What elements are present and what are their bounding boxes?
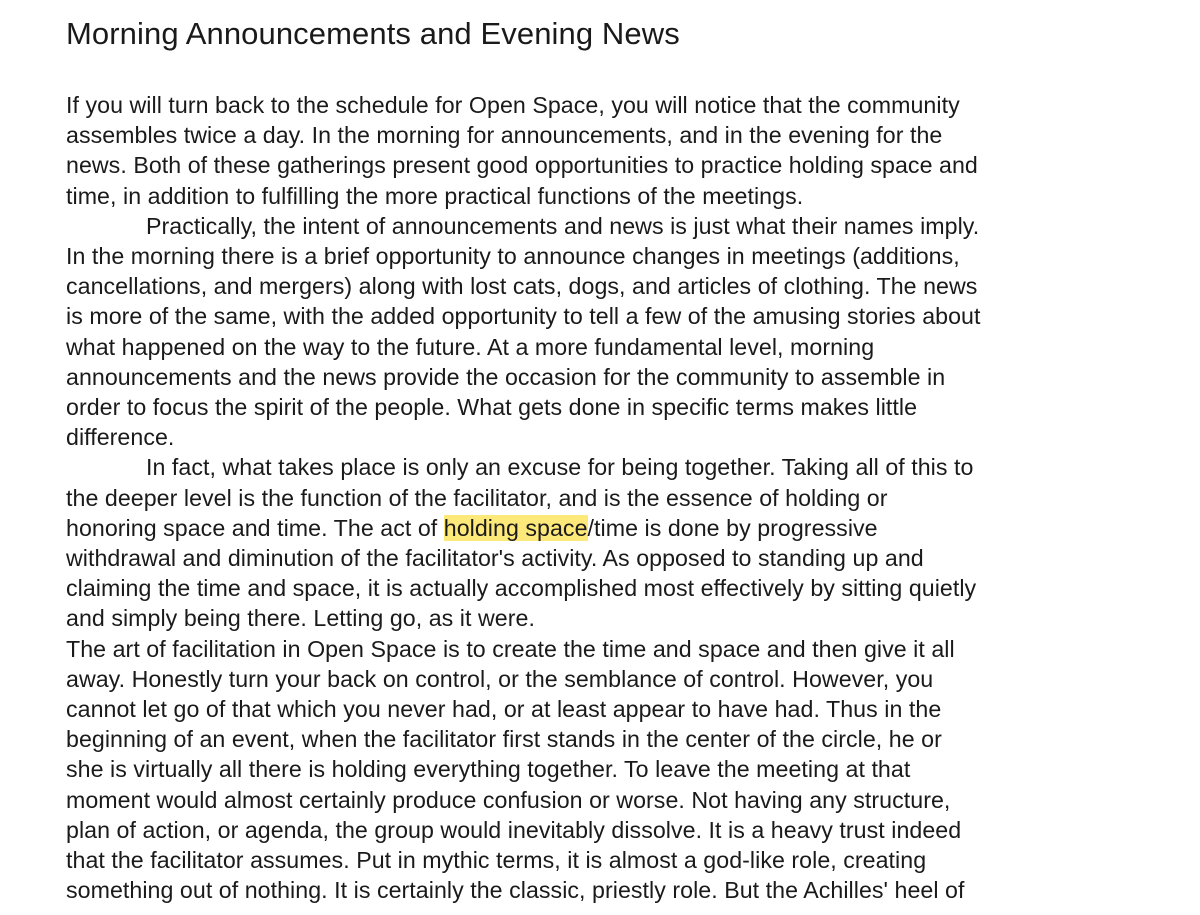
text-segment: what happened on the way to the future. At a more fundamental level, morning [66,333,875,360]
document-title: Morning Announcements and Evening News [66,16,680,51]
text-line [66,271,1176,301]
text-line [66,815,1176,845]
text-segment: withdrawal and diminution of the facilitator's activity. As opposed to standing up and [66,545,924,572]
text-segment: In fact, what takes place is only an excuse for being together. Taking all of this to [146,454,974,481]
text-line [66,301,1176,331]
text-line [66,241,1176,271]
text-segment: she is virtually all there is holding everything together. To leave the meeting at that [66,756,911,783]
text-segment: Practically, the intent of announcements and news is just what their names imply. [146,212,980,239]
text-line [66,513,1176,543]
text-line [66,362,1176,392]
text-segment: If you will turn back to the schedule for Open Space, you will notice that the community [66,92,960,118]
text-line [66,90,1176,120]
text-line [66,694,1176,724]
text-line [66,332,1176,362]
text-line [66,452,1176,482]
text-line [66,634,1176,664]
text-line [66,181,1176,211]
text-line [66,875,1176,905]
text-segment: /time is done by progressive [587,514,878,541]
text-segment: The art of facilitation in Open Space is to create the time and space and then give it all [66,635,955,662]
highlighted-text[interactable]: holding space [443,514,588,541]
text-line [66,724,1176,754]
text-line [66,603,1176,633]
text-segment: cancellations, and mergers) along with lost cats, dogs, and articles of clothing. The news [66,273,978,300]
text-segment: away. Honestly turn your back on control, or the semblance of control. However, you [66,665,934,692]
text-segment: plan of action, or agenda, the group would inevitably dissolve. It is a heavy trust indeed [66,816,962,843]
text-line [66,392,1176,422]
text-segment: announcements and the news provide the occasion for the community to assemble in [66,363,946,390]
document-body [66,90,1176,905]
text-segment: assembles twice a day. In the morning for announcements, and in the evening for the [66,122,943,149]
text-segment: cannot let go of that which you never had, or at least appear to have had. Thus in the [66,696,942,723]
text-line [66,422,1176,452]
text-segment: the deeper level is the function of the facilitator, and is the essence of holding or [66,484,888,511]
text-line [66,483,1176,513]
text-line [66,120,1176,150]
text-segment: time, in addition to fulfilling the more practical functions of the meetings. [66,182,804,209]
text-segment: something out of nothing. It is certainly the classic, priestly role. But the Achilles' heel of [66,877,965,904]
text-segment: order to focus the spirit of the people. What gets done in specific terms makes little [66,394,918,421]
text-line [66,785,1176,815]
text-line [66,573,1176,603]
text-segment: beginning of an event, when the facilitator first stands in the center of the circle, he or [66,726,942,753]
text-line [66,211,1176,241]
document-page [66,14,1176,905]
text-segment: news. Both of these gatherings present good opportunities to practice holding space and [66,152,978,179]
text-line [66,845,1176,875]
text-line [66,754,1176,784]
text-segment: claiming the time and space, it is actually accomplished most effectively by sitting quietly [66,575,977,602]
text-line [66,543,1176,573]
text-segment: is more of the same, with the added opportunity to tell a few of the amusing stories about [66,303,981,330]
text-segment: In the morning there is a brief opportunity to announce changes in meetings (additions, [66,243,960,270]
text-segment: moment would almost certainly produce confusion or worse. Not having any structure, [66,786,951,813]
text-line [66,150,1176,180]
text-segment: that the facilitator assumes. Put in mythic terms, it is almost a god-like role, creating [66,847,927,874]
text-segment: and simply being there. Letting go, as it were. [66,605,535,632]
text-segment: difference. [66,424,175,451]
text-segment: honoring space and time. The act of [66,514,444,541]
text-line [66,664,1176,694]
